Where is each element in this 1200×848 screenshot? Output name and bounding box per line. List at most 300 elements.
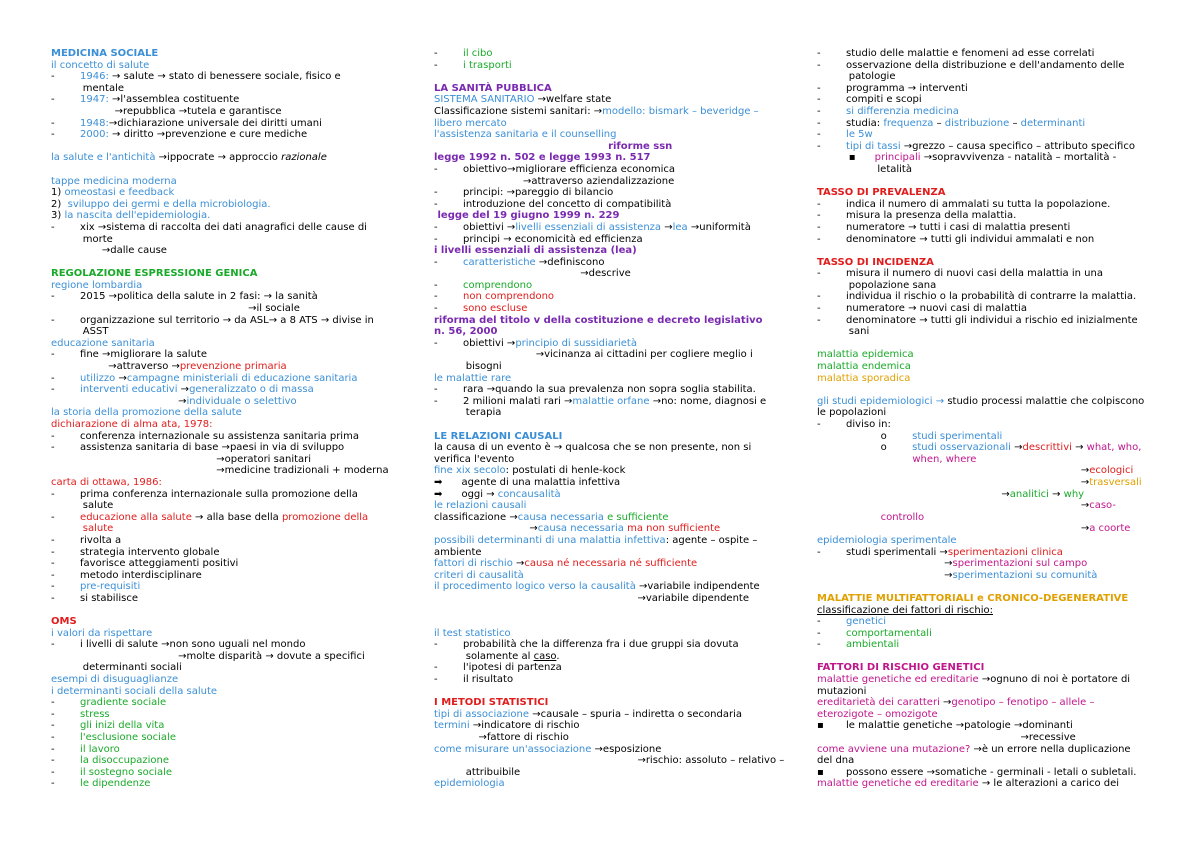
note-line — [817, 570, 1137, 582]
note-line — [51, 616, 389, 628]
note-text: terapia — [434, 407, 502, 419]
note-line — [51, 245, 389, 257]
note-line — [434, 373, 776, 385]
note-line — [817, 489, 1137, 501]
blank-line — [817, 651, 1137, 663]
note-line — [51, 489, 389, 501]
note-text: - osservazione della distribuzione e dell'andamento delle — [817, 59, 1125, 71]
note-line — [51, 628, 389, 640]
note-text: causa necessaria — [517, 511, 604, 523]
note-text: →sopravvivenza - natalità – mortalità - — [920, 152, 1117, 164]
note-text: interventi educativi — [80, 384, 178, 396]
note-line — [51, 512, 389, 524]
note-text: →definiscono — [535, 256, 605, 268]
note-text: - — [51, 766, 81, 778]
note-line — [817, 755, 1137, 767]
note-text: 1947: — [80, 94, 109, 106]
note-line — [51, 71, 389, 83]
note-line — [51, 709, 389, 721]
note-text: →ippocrate → approccio — [158, 152, 282, 164]
note-text: →esposizione — [591, 743, 662, 755]
note-text: MALATTIE MULTIFATTORIALI e CRONICO-DEGENERATIVE — [817, 592, 1129, 604]
note-text: studi sperimentali — [912, 430, 1003, 442]
note-text: mutazioni — [817, 685, 867, 697]
note-text: - introduzione del concetto di compatibilità — [434, 198, 672, 210]
note-text: - conferenza internazionale su assistenza sanitaria prima — [51, 430, 359, 442]
note-line — [817, 407, 1137, 419]
note-line — [817, 210, 1137, 222]
note-text: : postulati di henle-kock — [505, 465, 626, 477]
note-text: i trasporti — [463, 59, 512, 71]
note-line — [434, 94, 776, 106]
note-line — [434, 558, 776, 570]
note-text: educazione alla salute — [80, 511, 192, 523]
note-text: malattie genetiche ed ereditarie — [817, 778, 979, 790]
note-text: - compiti e scopi — [817, 94, 922, 106]
note-text: pre-requisiti — [80, 581, 141, 593]
note-line — [434, 152, 776, 164]
note-line — [434, 129, 776, 141]
note-text: sperimentazioni sul campo — [952, 558, 1088, 570]
note-line — [817, 326, 1137, 338]
note-text: tappe medicina moderna — [51, 175, 177, 187]
note-text: Classificazione sistemi sanitari: → — [434, 105, 603, 117]
note-text: - probabilità che la differenza fra i due gruppi sia dovuta — [434, 639, 739, 651]
note-text: causa né necessaria né sufficiente — [524, 558, 698, 570]
note-line — [51, 570, 389, 582]
note-text: - strategia intervento globale — [51, 546, 220, 558]
note-text: malattia endemica — [817, 361, 911, 373]
notes-column-1 — [51, 48, 389, 790]
note-text: il cibo — [463, 48, 493, 59]
note-text: eterozigote – omozigote — [817, 708, 938, 720]
note-text: →descrive — [434, 268, 631, 280]
note-line — [434, 778, 776, 790]
note-text: TASSO DI INCIDENZA — [817, 256, 934, 268]
note-text: generalizzato o di massa — [189, 384, 314, 396]
note-text: →dichiarazione universale dei diritti umani — [108, 117, 322, 129]
note-text: libero mercato — [434, 117, 507, 129]
note-line — [817, 720, 1137, 732]
note-line — [817, 732, 1137, 744]
note-line — [817, 234, 1137, 246]
note-text: epidemiologia sperimentale — [817, 534, 957, 546]
note-text: concausalità — [497, 488, 561, 500]
note-text: ▪ le malattie genetiche →patologie →dominanti — [817, 720, 1073, 732]
note-line — [434, 581, 776, 593]
note-line — [817, 187, 1137, 199]
note-text: legge del 19 giugno 1999 n. 229 — [434, 210, 620, 222]
note-line — [817, 257, 1137, 269]
note-text: patologie — [817, 71, 896, 83]
note-text: dichiarazione di alma ata, 1978: — [51, 419, 213, 430]
note-text: le 5w — [846, 129, 873, 141]
note-text: - metodo interdisciplinare — [51, 569, 202, 581]
note-text: → le alterazioni a carico dei — [978, 778, 1120, 790]
note-line — [434, 477, 776, 489]
note-line — [817, 395, 1145, 408]
note-line — [817, 199, 1137, 211]
note-text: →recessive — [817, 732, 1076, 744]
note-line — [51, 720, 389, 732]
note-line — [51, 176, 389, 188]
note-text: sono escluse — [463, 303, 528, 315]
note-text: →variabile dipendente — [434, 592, 749, 604]
note-text: possibili determinanti di una malattia infettiva — [434, 534, 666, 546]
note-line — [434, 674, 776, 686]
note-text: morte — [51, 233, 113, 245]
note-text: malattie genetiche ed ereditarie — [817, 674, 979, 686]
note-line — [434, 755, 785, 767]
note-text: - il risultato — [434, 674, 514, 686]
note-text: la causa di un evento è → qualcosa che se non presente, non si — [434, 442, 752, 454]
note-line — [51, 558, 389, 570]
note-line — [817, 639, 1137, 651]
note-text: - 2 milioni malati rari → — [434, 395, 573, 407]
note-text: →rischio: assoluto – relativo – — [434, 755, 785, 767]
note-text: - — [51, 71, 81, 83]
note-line — [51, 465, 389, 477]
note-line — [434, 547, 776, 559]
note-line — [51, 361, 389, 373]
note-text: - numeratore → nuovi casi di malattia — [817, 303, 1027, 315]
note-text: - numeratore → tutti i casi di malattia presenti — [817, 221, 1071, 233]
note-text: →attraverso aziendalizzazione — [434, 175, 675, 187]
note-text: - — [817, 140, 847, 152]
note-line — [434, 651, 776, 663]
note-text: stress — [80, 708, 110, 720]
note-line — [51, 222, 389, 234]
note-text: sani — [817, 326, 870, 338]
note-line — [434, 720, 776, 732]
note-line — [434, 280, 776, 292]
note-line — [817, 476, 1142, 489]
note-text: - si stabilisce — [51, 592, 139, 604]
note-text: → — [1048, 488, 1064, 500]
note-text: – — [933, 117, 945, 129]
note-text: SISTEMA SANITARIO — [434, 94, 535, 106]
blank-line — [817, 338, 1137, 350]
note-line — [51, 523, 389, 535]
note-text: - — [434, 303, 464, 315]
note-text: studi osservazionali — [912, 442, 1011, 454]
note-line — [434, 512, 776, 524]
note-line — [817, 662, 1137, 674]
note-text: - rara →quando la sua prevalenza non sopra soglia stabilita. — [434, 384, 756, 396]
note-line — [51, 662, 389, 674]
note-text: - fine →migliorare la salute — [51, 349, 208, 361]
note-text: gradiente sociale — [80, 697, 167, 709]
note-text: ma non sufficiente — [623, 523, 721, 535]
note-line — [434, 176, 776, 188]
note-line — [434, 268, 776, 280]
note-text: - — [434, 291, 464, 303]
note-text: - denominatore → tutti gli individui a rischio ed inizialmente — [817, 314, 1138, 326]
note-text: MEDICINA SOCIALE — [51, 48, 159, 59]
note-line — [51, 697, 389, 709]
note-line — [817, 767, 1137, 779]
note-text: trasversali — [1089, 476, 1142, 488]
note-line — [434, 291, 776, 303]
blank-line — [817, 176, 1137, 188]
note-text: why — [1063, 488, 1085, 500]
note-line — [434, 326, 776, 338]
blank-line — [434, 686, 776, 698]
note-text: ➡ agente di una malattia infettiva — [434, 476, 621, 488]
note-text: la nascita dell'epidemiologia. — [64, 210, 211, 222]
note-line — [51, 547, 389, 559]
note-text: ereditarietà dei caratteri — [817, 697, 940, 709]
note-text: . — [556, 650, 560, 662]
note-text: → diritto →prevenzione e cure mediche — [108, 129, 308, 141]
blank-line — [51, 605, 389, 617]
note-text: : agente – ospite – — [665, 534, 758, 546]
note-text: epidemiologia — [434, 778, 505, 790]
note-line — [434, 662, 776, 674]
note-line — [817, 361, 1137, 373]
note-line — [434, 384, 776, 396]
note-text: → — [1071, 442, 1087, 454]
note-line — [434, 442, 776, 454]
note-text: - studi sperimentali → — [817, 546, 948, 558]
note-text: ▪ — [817, 152, 875, 164]
note-text: classificazione dei fattori di rischio: — [817, 604, 993, 616]
note-text: - obiettivi → — [434, 337, 516, 349]
note-line — [434, 48, 776, 60]
note-text: →repubblica →tutela e garantisce — [51, 105, 282, 117]
note-text: - principi → economicità ed efficienza — [434, 233, 643, 245]
note-line — [434, 118, 776, 130]
note-line — [817, 71, 1137, 83]
blank-line — [817, 245, 1137, 257]
note-text: - diviso in: — [817, 419, 891, 430]
note-text: → — [512, 558, 525, 570]
note-line — [434, 639, 776, 651]
note-line — [817, 141, 1137, 153]
note-text: le relazioni causali — [434, 500, 527, 512]
note-text: → — [817, 523, 1090, 535]
note-text: termini — [434, 720, 470, 732]
note-line — [51, 199, 389, 211]
note-text: comportamentali — [846, 627, 932, 639]
note-line — [51, 744, 389, 756]
note-text: frequenza — [883, 117, 934, 129]
note-text: malattie orfane — [572, 395, 650, 407]
note-text: del dna — [817, 755, 855, 767]
note-text: malattia epidemica — [817, 349, 914, 361]
note-line — [434, 454, 776, 466]
note-line — [51, 431, 389, 443]
note-text: prevenzione primaria — [179, 361, 287, 373]
blank-line — [51, 141, 389, 153]
note-text: - denominatore → tutti gli individui ammalati e non — [817, 233, 1095, 245]
note-line — [51, 419, 389, 431]
note-text: n. 56, 2000 — [434, 326, 498, 338]
note-line — [434, 570, 776, 582]
note-text: caso- — [1089, 500, 1116, 512]
note-text: - — [51, 94, 81, 106]
note-text: 1946: — [80, 71, 109, 83]
note-line — [434, 234, 776, 246]
note-line — [817, 373, 1137, 385]
note-line — [434, 732, 776, 744]
note-line — [51, 210, 389, 222]
note-text: - — [51, 732, 81, 744]
note-line — [817, 118, 1137, 130]
note-text: malattia sporadica — [817, 372, 911, 384]
blank-line — [434, 419, 776, 431]
note-line — [434, 257, 776, 269]
note-text: genetici — [846, 616, 887, 628]
note-text: - — [434, 279, 464, 291]
note-text: legge 1992 n. 502 e legge 1993 n. 517 — [434, 152, 651, 164]
note-line — [817, 547, 1137, 559]
note-text: non comprendono — [463, 291, 555, 303]
note-line — [51, 396, 389, 408]
note-text: → — [817, 500, 1090, 512]
note-line — [51, 755, 389, 767]
note-text: - obiettivo→migliorare efficienza economica — [434, 163, 675, 175]
note-text: - — [51, 117, 81, 129]
note-line — [817, 419, 1137, 431]
note-line — [51, 732, 389, 744]
note-text: descrittivi — [1022, 442, 1072, 454]
note-line — [817, 454, 1137, 466]
note-line — [434, 535, 776, 547]
note-line — [51, 129, 389, 141]
blank-line — [434, 605, 776, 617]
note-text: promozione della — [281, 511, 369, 523]
note-text: - — [51, 511, 81, 523]
note-text: i valori da rispettare — [51, 627, 153, 639]
note-text: - organizzazione sul territorio → da ASL→ a 8 ATS → divise in — [51, 314, 374, 326]
note-text: → — [115, 372, 127, 384]
note-text: - rivolta a — [51, 534, 122, 546]
note-line — [434, 465, 776, 477]
note-text: fattori di rischio — [434, 558, 513, 570]
note-text: e sufficiente — [603, 511, 669, 523]
note-line — [817, 709, 1137, 721]
note-line — [817, 291, 1137, 303]
note-text: come avviene una mutazione? — [817, 743, 971, 755]
note-line — [434, 106, 776, 118]
note-line — [51, 778, 389, 790]
note-text: i livelli essenziali di assistenza (lea) — [434, 245, 637, 257]
note-text: le dipendenze — [80, 778, 151, 790]
note-line — [51, 106, 389, 118]
note-text: →uniformità — [687, 221, 751, 233]
blank-line — [51, 164, 389, 176]
note-text: criteri di causalità — [434, 569, 524, 581]
note-text: →operatori sanitari — [51, 453, 312, 465]
note-line — [817, 315, 1137, 327]
note-text: →medicine tradizionali + moderna — [51, 465, 389, 477]
note-line — [51, 407, 389, 419]
note-text: l'assistenza sanitaria e il counselling — [434, 129, 617, 141]
note-text: 2) — [51, 198, 68, 210]
note-text: lea — [672, 221, 688, 233]
note-line — [434, 361, 776, 373]
note-line — [817, 442, 1142, 454]
note-text: educazione sanitaria — [51, 337, 155, 349]
note-text: → — [817, 558, 953, 570]
note-text: la storia della promozione della salute — [51, 407, 242, 419]
note-text: →grezzo – causa specifico – attributo specifico — [900, 140, 1135, 152]
note-line — [51, 338, 389, 350]
note-text: l'esclusione sociale — [80, 732, 176, 744]
note-text: sviluppo dei germi e della microbiologia. — [67, 198, 271, 210]
note-text: - principi: →pareggio di bilancio — [434, 187, 614, 199]
note-line — [51, 234, 389, 246]
note-text: → alla base della — [191, 511, 282, 523]
note-text: → — [1010, 442, 1023, 454]
note-line — [51, 639, 389, 651]
note-text: →no: nome, diagnosi e — [649, 395, 767, 407]
note-line — [817, 500, 1137, 512]
note-text: → — [817, 569, 953, 581]
note-text: →molte disparità → dovute a specifici — [51, 650, 365, 662]
note-text: – — [1009, 117, 1021, 129]
note-text: → — [51, 395, 187, 407]
note-text: →fattore di rischio — [434, 732, 569, 744]
note-line — [51, 187, 389, 199]
note-text: distribuzione — [944, 117, 1010, 129]
note-text: → — [661, 221, 673, 233]
note-text: causa necessaria — [537, 523, 624, 535]
note-text: - xix →sistema di raccolta dei dati anagrafici delle cause di — [51, 221, 367, 233]
note-text: →causale – spuria – indiretta o secondaria — [529, 708, 742, 720]
note-text: - — [51, 743, 81, 755]
note-line — [434, 210, 776, 222]
note-text: I METODI STATISTICI — [434, 697, 549, 709]
note-text: REGOLAZIONE ESPRESSIONE GENICA — [51, 268, 258, 280]
note-text: carta di ottawa, 1986: — [51, 476, 162, 488]
note-line — [817, 593, 1137, 605]
note-line — [817, 48, 1137, 60]
note-text: LE RELAZIONI CAUSALI — [434, 430, 563, 442]
note-line — [51, 326, 389, 338]
note-line — [434, 83, 776, 95]
note-text — [817, 512, 881, 523]
note-line — [51, 60, 389, 72]
note-text: - — [817, 616, 847, 628]
note-text: il sostegno sociale — [80, 766, 173, 778]
note-text: solamente al — [434, 650, 534, 662]
note-line — [434, 164, 776, 176]
note-line — [51, 454, 389, 466]
note-text: 3) — [51, 210, 65, 222]
note-text: riforme ssn — [434, 140, 673, 152]
note-text: →è un errore nella duplicazione — [970, 743, 1131, 755]
note-text: - misura la presenza della malattia. — [817, 210, 1017, 222]
note-text: - 2015 →politica della salute in 2 fasi: → la sanità — [51, 291, 318, 303]
note-line — [434, 60, 776, 72]
note-text: - — [817, 627, 847, 639]
note-text: →dalle cause — [51, 245, 167, 257]
note-line — [434, 500, 776, 512]
note-text: → — [434, 523, 538, 535]
note-line — [817, 697, 1137, 709]
note-text: - — [817, 639, 847, 651]
note-text: - — [51, 720, 81, 732]
note-line — [434, 315, 776, 327]
note-text: utilizzo — [80, 372, 116, 384]
note-line — [434, 489, 776, 501]
note-text: omeostasi e feedback — [64, 187, 175, 199]
note-text: principio di sussidiarietà — [515, 337, 637, 349]
note-text: classificazione → — [434, 511, 518, 523]
note-text: salute — [82, 523, 114, 535]
